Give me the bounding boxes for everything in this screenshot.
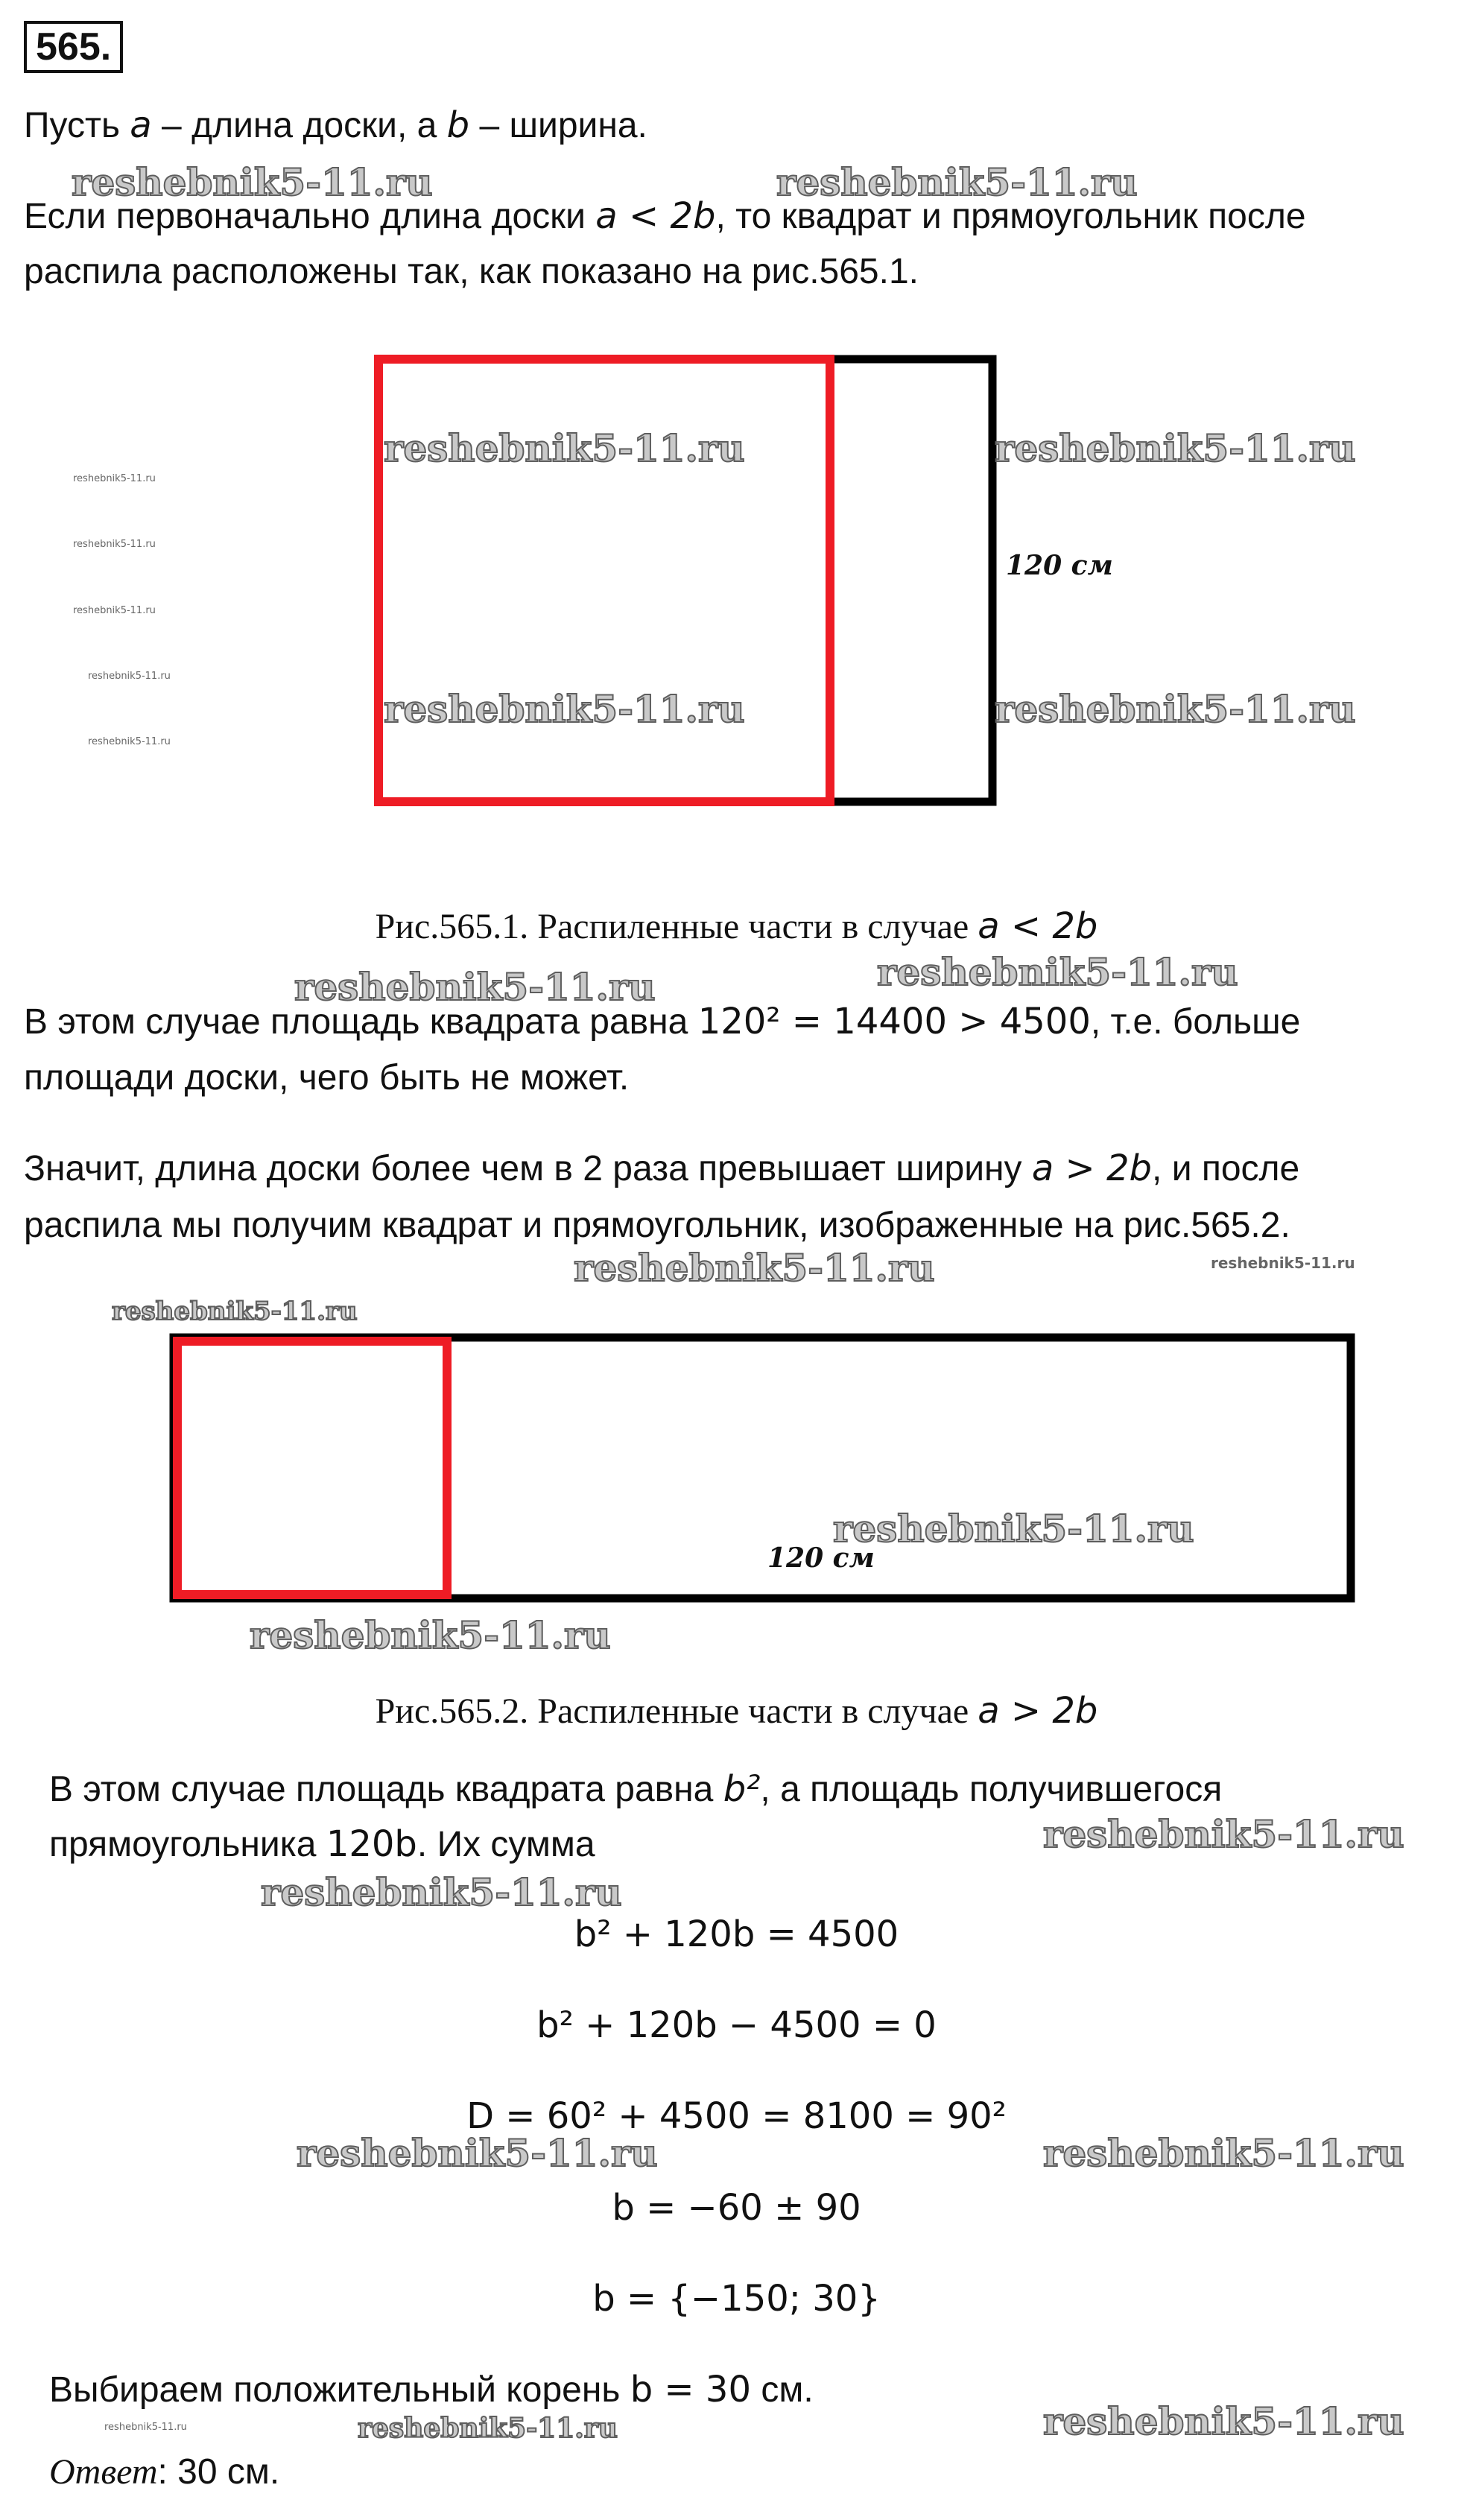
watermark: reshebnik5-11.ru <box>250 1613 611 1657</box>
watermark: reshebnik5-11.ru <box>574 1246 935 1290</box>
watermark: reshebnik5-11.ru <box>1043 2131 1404 2175</box>
watermark-small: reshebnik5-11.ru <box>88 736 171 747</box>
paragraph-intro: Пусть a – длина доски, а b – ширина. <box>24 104 647 146</box>
answer: Ответ: 30 см. <box>49 2452 280 2492</box>
problem-number: 565. <box>24 21 123 73</box>
watermark: reshebnik5-11.ru <box>995 687 1356 731</box>
fig2-dimension-label: 120 см <box>767 1542 875 1574</box>
paragraph-case2-line1: Значит, длина доски более чем в 2 раза превышает ширину a > 2b, и после <box>24 1147 1300 1189</box>
watermark: reshebnik5-11.ru <box>72 160 433 204</box>
fig2-square <box>177 1341 447 1595</box>
fig2-board-outline <box>174 1337 1351 1598</box>
paragraph-case1-line1: Если первоначально длина доски a < 2b, то квадрат и прямоугольник после <box>24 195 1306 237</box>
figure-565-2 <box>0 1326 1473 1624</box>
equation-root-set: b = {−150; 30} <box>592 2278 881 2320</box>
equation-discriminant: D = 60² + 4500 = 8100 = 90² <box>466 2095 1007 2137</box>
watermark: reshebnik5-11.ru <box>833 1507 1194 1551</box>
watermark-small: reshebnik5-11.ru <box>73 605 156 616</box>
watermark: reshebnik5-11.ru <box>384 426 745 470</box>
watermark: reshebnik5-11.ru <box>261 1870 622 1914</box>
watermark: reshebnik5-11.ru <box>877 950 1238 994</box>
figure-565-2-caption: Рис.565.2. Распиленные части в случае a > 2b <box>375 1690 1098 1732</box>
watermark: reshebnik5-11.ru <box>995 426 1356 470</box>
paragraph-case1-area-line1: В этом случае площадь квадрата равна 120² = 14400 > 4500, т.е. больше <box>24 1001 1301 1042</box>
equation-sum: b² + 120b = 4500 <box>574 1913 899 1955</box>
watermark: reshebnik5-11.ru <box>1043 2399 1404 2443</box>
watermark-small: reshebnik5-11.ru <box>88 671 171 682</box>
watermark: reshebnik5-11.ru <box>294 965 656 1009</box>
fig1-remaining-rectangle <box>830 359 992 802</box>
paragraph-case1-area-line2: площади доски, чего быть не может. <box>24 1058 630 1098</box>
watermark-small: reshebnik5-11.ru <box>104 2422 187 2433</box>
watermark: reshebnik5-11.ru <box>358 2413 618 2444</box>
watermark: reshebnik5-11.ru <box>297 2131 658 2175</box>
paragraph-case2-area-line1: В этом случае площадь квадрата равна b², а площадь получившегося <box>49 1768 1223 1810</box>
watermark-small: reshebnik5-11.ru <box>73 539 156 550</box>
watermark-small: reshebnik5-11.ru <box>73 473 156 484</box>
paragraph-conclusion: Выбираем положительный корень b = 30 см. <box>49 2369 814 2410</box>
equation-quadratic: b² + 120b − 4500 = 0 <box>536 2004 937 2046</box>
watermark: reshebnik5-11.ru <box>384 687 745 731</box>
watermark: reshebnik5-11.ru <box>1043 1812 1404 1856</box>
paragraph-case1-line2: распила расположены так, как показано на рис.565.1. <box>24 252 919 291</box>
paragraph-case2-line2: распила мы получим квадрат и прямоугольник, изображенные на рис.565.2. <box>24 1206 1290 1245</box>
paragraph-case2-area-line2: прямоугольника 120b. Их сумма <box>49 1823 595 1865</box>
figure-565-1-caption: Рис.565.1. Распиленные части в случае a < 2b <box>375 905 1098 947</box>
watermark: reshebnik5-11.ru <box>776 160 1138 204</box>
figure-565-1 <box>0 350 1473 827</box>
fig1-dimension-label: 120 см <box>1006 550 1113 581</box>
watermark: reshebnik5-11.ru <box>112 1297 358 1326</box>
watermark-small: reshebnik5-11.ru <box>1211 1254 1355 1272</box>
equation-roots: b = −60 ± 90 <box>612 2187 861 2229</box>
